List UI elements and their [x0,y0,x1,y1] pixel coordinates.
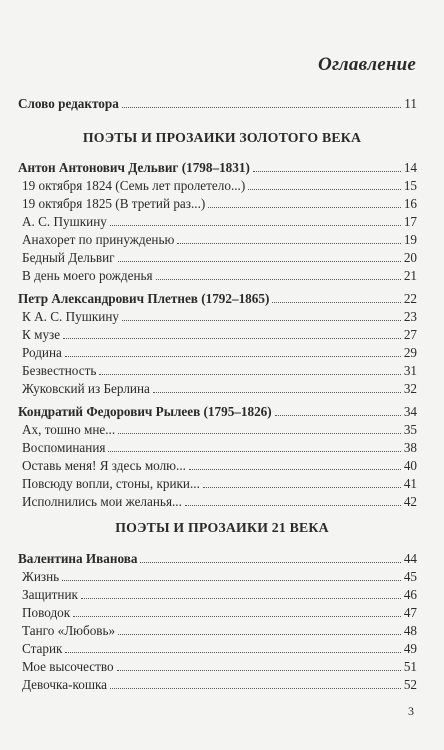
toc-entry [22,343,417,361]
dot-leader [185,505,401,506]
toc-entry-page: 44 [403,551,417,566]
toc-entry-page: 41 [403,476,417,491]
toc-entry-page: 16 [403,196,417,211]
toc-entry-title: Слово редактора [18,96,119,111]
toc-entry-page: 31 [403,363,417,378]
section-heading: ПОЭТЫ И ПРОЗАИКИ ЗОЛОТОГО ВЕКА [82,130,362,145]
toc-entry-title: К А. С. Пушкину [22,309,119,324]
toc-entry [22,603,417,621]
page-number: 3 [408,704,414,718]
dot-leader [118,433,401,434]
author-name: Петр Александрович Плетнев (1792–1865) [18,291,270,306]
dot-leader [253,171,401,172]
toc-entry [22,639,417,657]
toc-entry-page: 27 [403,327,417,342]
toc-entry [22,248,417,266]
toc-entry-title: Исполнились мои желанья... [22,494,182,509]
toc-entry [22,675,417,693]
toc-entry-page: 47 [403,605,417,620]
author-name: Кондратий Федорович Рылеев (1795–1826) [18,404,272,419]
toc-entry-page: 21 [403,268,417,283]
toc-entry [22,456,417,474]
toc-entry-page: 11 [404,96,417,111]
dot-leader [208,207,401,208]
toc-entry-page: 42 [403,494,417,509]
toc-entry-page: 38 [403,440,417,455]
dot-leader [65,356,401,357]
dot-leader [272,302,400,303]
toc-entry [22,307,417,325]
toc-entry [22,567,417,585]
toc-entry [22,230,417,248]
toc-entry-title: Жуковский из Берлина [22,381,150,396]
toc-entry-page: 20 [403,250,417,265]
contents-heading: Оглавление [318,54,416,75]
dot-leader [110,688,401,689]
toc-entry-page: 52 [403,677,417,692]
toc-entry [22,176,417,194]
toc-entry-title: Жизнь [22,569,60,584]
toc-entry [22,194,417,212]
toc-entry-title: Мое высочество [22,659,114,674]
toc-entry-title: Девочка-кошка [22,677,108,692]
toc-entry-title: 19 октября 1824 (Семь лет пролетело...) [22,178,246,193]
toc-entry-title: Защитник [22,587,78,602]
toc-entry-title: Старик [22,641,63,656]
toc-entry-page: 49 [403,641,417,656]
toc-entry-title: Бедный Дельвиг [22,250,115,265]
toc-entry-title: Поводок [22,605,71,620]
toc-entry [22,212,417,230]
toc-entry-page: 45 [403,569,417,584]
toc-entry-page: 46 [403,587,417,602]
dot-leader [189,469,401,470]
dot-leader [110,225,401,226]
toc-entry-page: 19 [403,232,417,247]
toc-entry [22,361,417,379]
toc-entry-title: Безвестность [22,363,97,378]
toc-entry [22,420,417,438]
dot-leader [63,338,401,339]
dot-leader [177,243,400,244]
toc-entry-title: Повсюду вопли, стоны, крики... [22,476,200,491]
toc-entry [22,379,417,397]
toc-entry [22,474,417,492]
toc-entry [22,492,417,510]
toc-entry [22,621,417,639]
toc-entry-title: Танго «Любовь» [22,623,116,638]
toc-entry-page: 48 [403,623,417,638]
toc-entry-page: 32 [403,381,417,396]
toc-entry-page: 29 [403,345,417,360]
dot-leader [62,580,401,581]
dot-leader [108,451,400,452]
dot-leader [122,320,401,321]
toc-entry-page: 14 [403,160,417,175]
dot-leader [117,670,401,671]
dot-leader [203,487,401,488]
toc-entry-title: Родина [22,345,62,360]
dot-leader [118,261,401,262]
author-name: Антон Антонович Дельвиг (1798–1831) [18,160,250,175]
toc-entry-title: Анахорет по принужденью [22,232,175,247]
toc-entry-page: 35 [403,422,417,437]
toc-entry [22,266,417,284]
toc-entry-page: 23 [403,309,417,324]
dot-leader [140,562,400,563]
toc-entry-page: 40 [403,458,417,473]
toc-entry-title: 19 октября 1825 (В третий раз...) [22,196,206,211]
dot-leader [118,634,401,635]
dot-leader [73,616,401,617]
toc-entry-page: 34 [403,404,417,419]
dot-leader [156,279,401,280]
toc-entry-title: А. С. Пушкину [22,214,107,229]
toc-author [18,158,417,176]
dot-leader [153,392,401,393]
toc-entry-page: 15 [403,178,417,193]
toc-author [18,402,417,420]
dot-leader [248,189,401,190]
dot-leader [81,598,401,599]
author-name: Валентина Иванова [18,551,138,566]
toc-entry-title: Ах, тошно мне... [22,422,116,437]
toc-entry-title: Воспоминания [22,440,106,455]
dot-leader [99,374,400,375]
dot-leader [65,652,400,653]
section-heading: ПОЭТЫ И ПРОЗАИКИ 21 ВЕКА [115,520,329,535]
toc-author [18,549,417,567]
toc-author [18,289,417,307]
toc-entry-page: 17 [403,214,417,229]
toc-entry-title: Оставь меня! Я здесь молю... [22,458,186,473]
toc-entry [22,325,417,343]
dot-leader [122,107,401,108]
dot-leader [275,415,401,416]
toc-entry-title: К музе [22,327,61,342]
toc-entry-title: В день моего рожденья [22,268,153,283]
toc-entry [22,438,417,456]
toc-entry-page: 51 [403,659,417,674]
toc-entry-editor [18,94,417,112]
toc-entry [22,585,417,603]
toc-entry [22,657,417,675]
toc-entry-page: 22 [403,291,417,306]
